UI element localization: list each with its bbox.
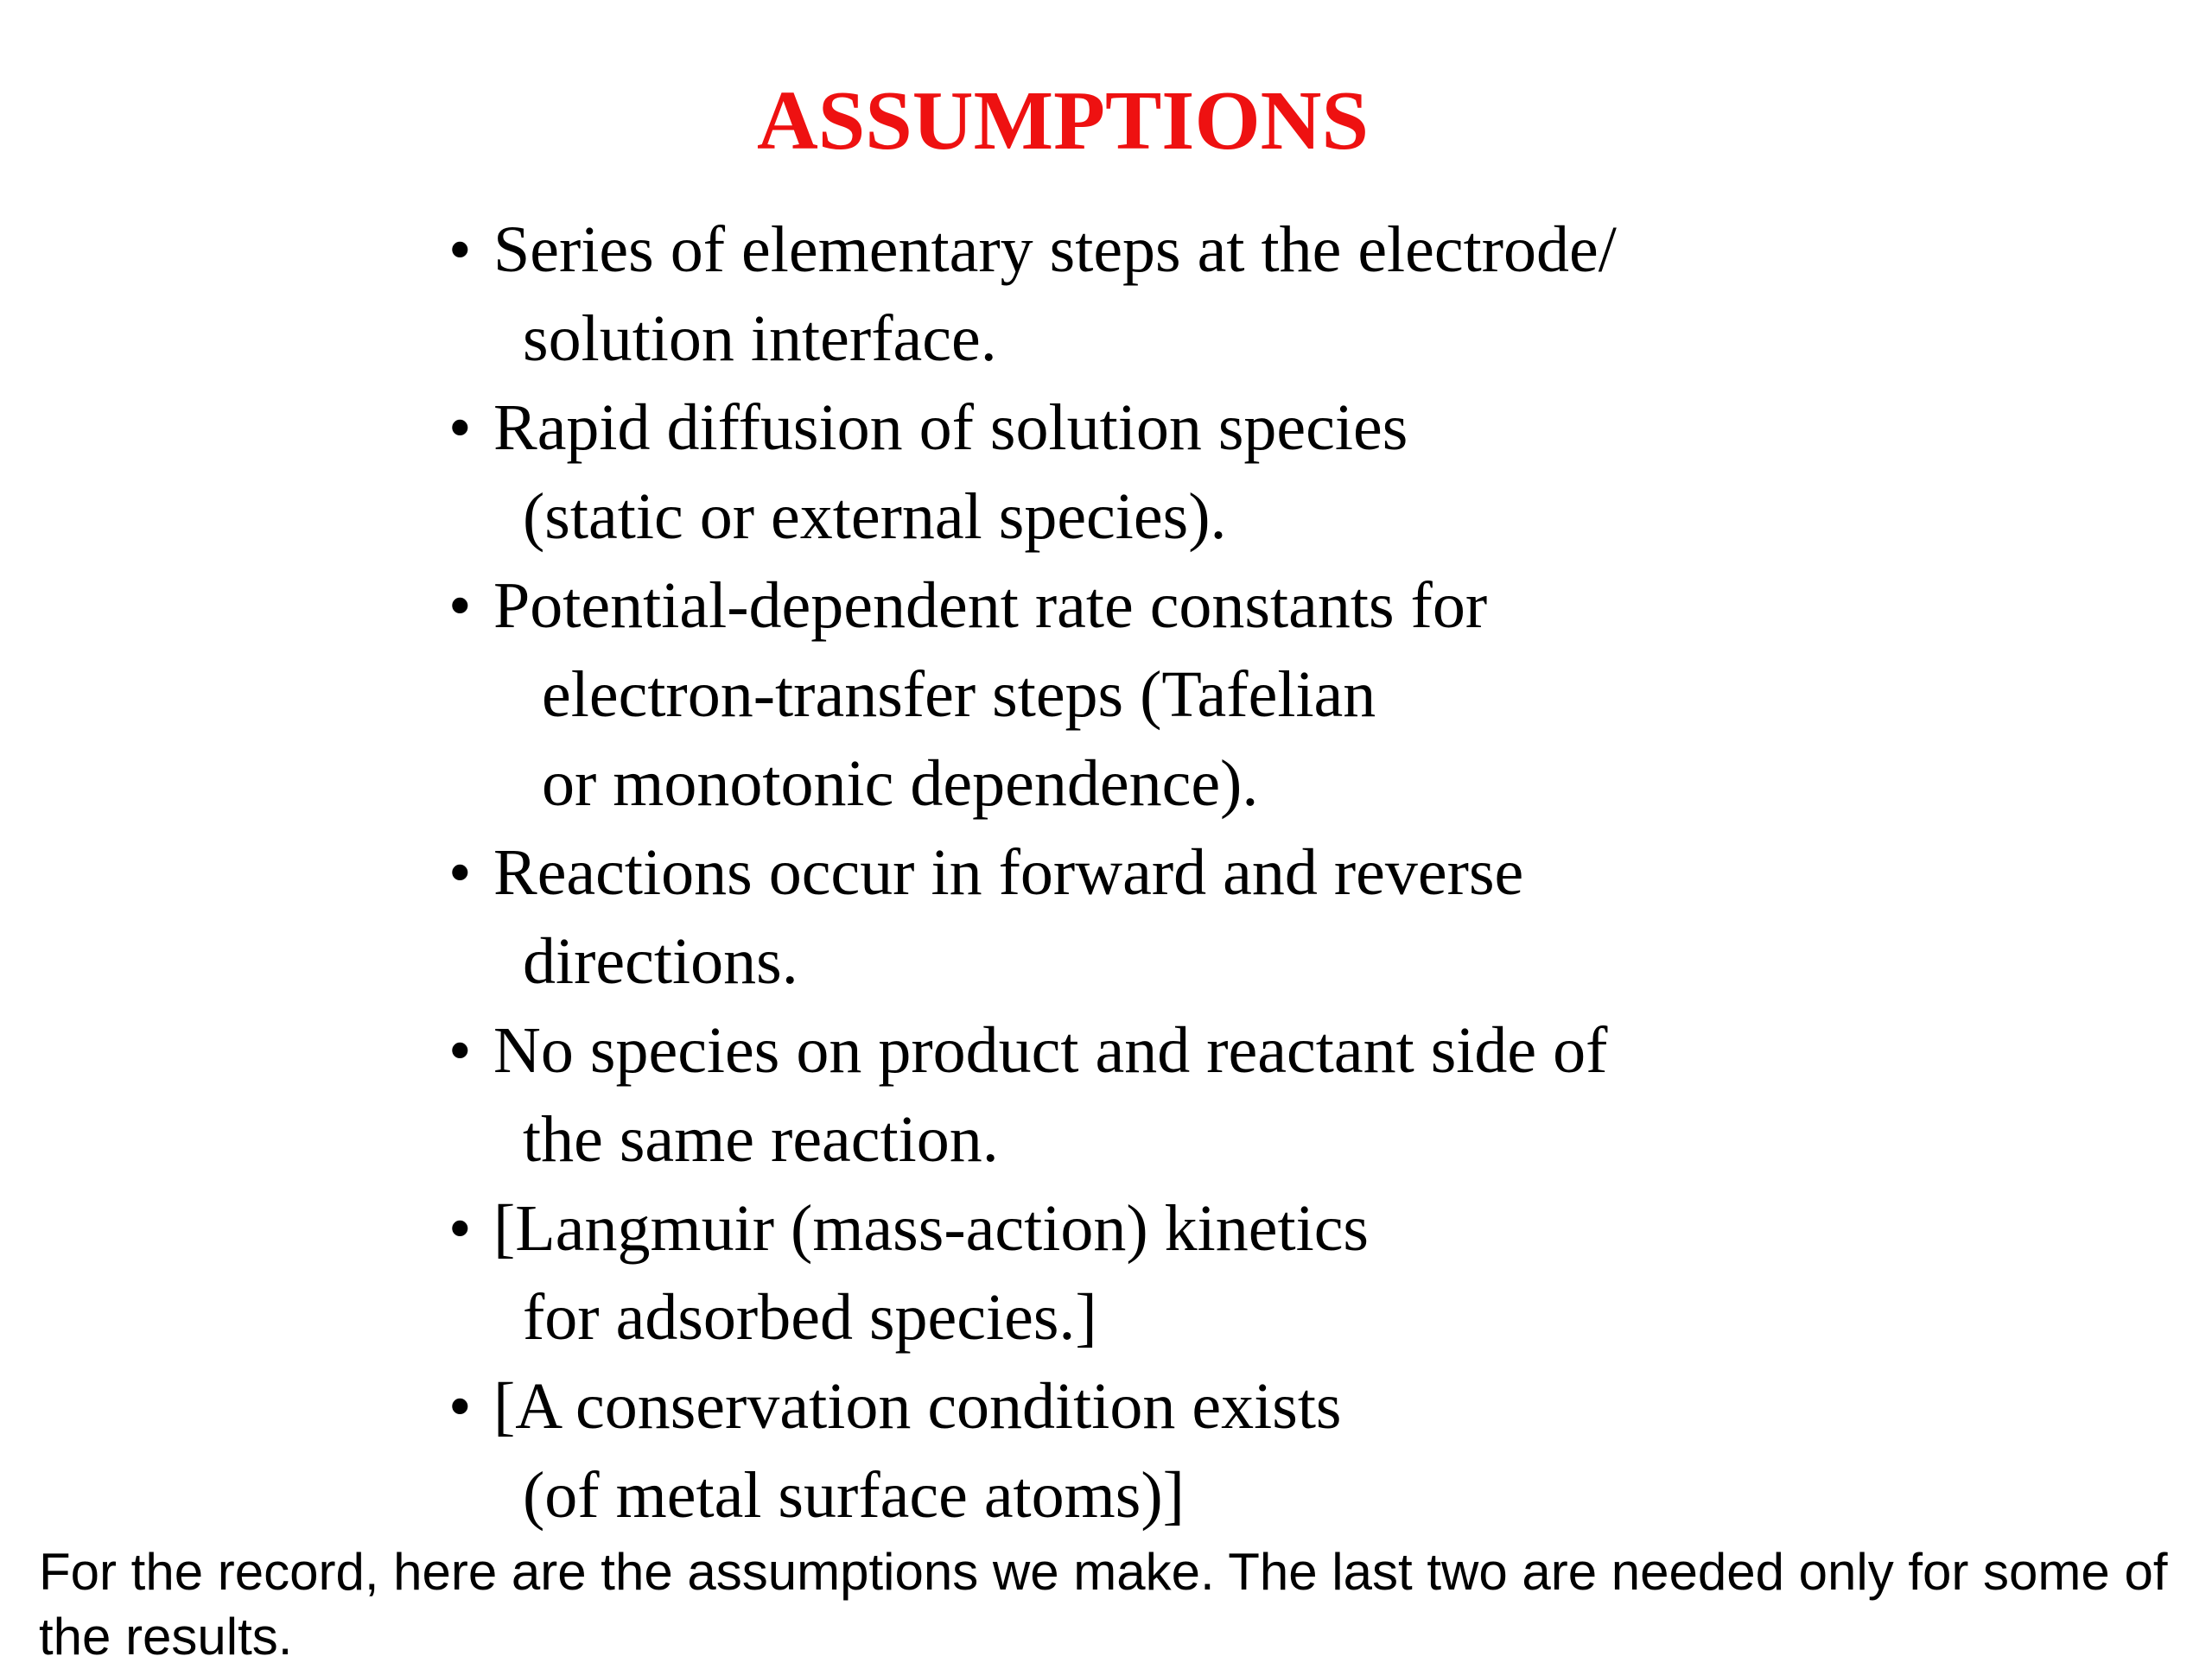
bullet-item-1	[448, 206, 2090, 384]
bullet-text: Rapid diffusion of solution species	[493, 391, 1408, 464]
bullet-marker: •	[448, 569, 472, 642]
bullet-marker: •	[448, 213, 472, 286]
bullet-continuation: for adsorbed species.]	[523, 1281, 1097, 1354]
bullet-marker: •	[448, 1192, 472, 1265]
bullet-continuation: (static or external species).	[523, 480, 1227, 553]
bullet-continuation: or monotonic dependence).	[542, 747, 1259, 820]
assumptions-list	[448, 206, 2090, 1540]
bullet-text: No species on product and reactant side of	[493, 1014, 1608, 1087]
bullet-item-2	[448, 384, 2090, 562]
speaker-note: For the record, here are the assumptions we make. The last two are needed only for some of the results.	[39, 1543, 2168, 1666]
bullet-continuation: (of metal surface atoms)]	[523, 1459, 1185, 1532]
bullet-text: [A conservation condition exists	[493, 1370, 1342, 1443]
bullet-text: Reactions occur in forward and reverse	[493, 836, 1524, 909]
bullet-marker: •	[448, 836, 472, 909]
bullet-text: Potential-dependent rate constants for	[493, 569, 1488, 642]
bullet-continuation: the same reaction.	[523, 1103, 999, 1176]
bullet-continuation: solution interface.	[523, 302, 997, 375]
bullet-item-7	[448, 1362, 2090, 1540]
bullet-marker: •	[448, 1370, 472, 1443]
bullet-item-4	[448, 828, 2090, 1006]
bullet-continuation: directions.	[523, 925, 798, 998]
bullet-marker: •	[448, 1014, 472, 1087]
bullet-text: [Langmuir (mass-action) kinetics	[493, 1192, 1370, 1265]
bullet-item-3	[448, 562, 2090, 828]
bullet-continuation: electron-transfer steps (Tafelian	[542, 658, 1376, 731]
bullet-item-5	[448, 1006, 2090, 1184]
bullet-marker: •	[448, 391, 472, 464]
bullet-item-6	[448, 1184, 2090, 1362]
bullet-text: Series of elementary steps at the electrode/	[493, 213, 1617, 286]
slide-title: ASSUMPTIONS	[757, 74, 1369, 168]
